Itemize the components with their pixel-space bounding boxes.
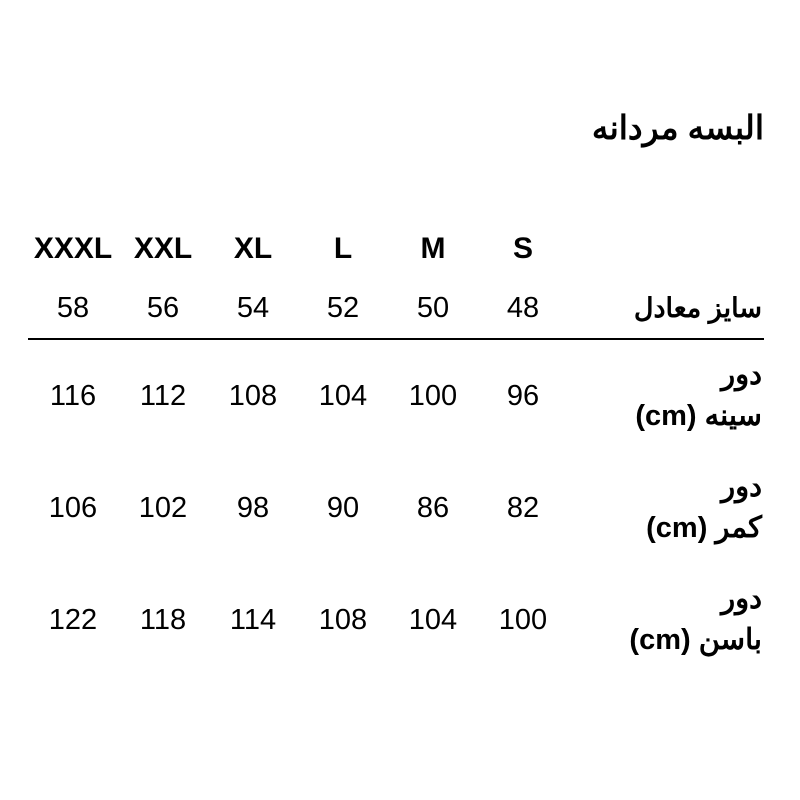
row-label-chest: [568, 340, 764, 452]
table-row-size-headers: [28, 214, 764, 278]
row-label-waist: [568, 452, 764, 564]
hip-l: 108: [318, 603, 368, 636]
hip-xl: 114: [229, 603, 277, 636]
size-header-s: S: [512, 232, 533, 265]
hip-xxxl: 122: [48, 603, 98, 636]
chest-m: 100: [408, 379, 458, 412]
hip-xxl: 118: [139, 603, 187, 636]
equiv-size-xxxl: 58: [56, 291, 90, 324]
table-row-waist: [28, 452, 764, 564]
waist-m: 86: [416, 491, 450, 524]
size-chart-table: [28, 214, 764, 676]
row-label-hip-line1: دور: [721, 582, 762, 615]
equiv-size-l: 52: [326, 291, 360, 324]
waist-xxl: 102: [138, 491, 188, 524]
chest-xl: 108: [228, 379, 278, 412]
chest-xxxl: 116: [49, 379, 97, 412]
size-header-l: L: [333, 232, 353, 265]
size-header-xxl: XXL: [133, 232, 193, 265]
row-label-chest-line2: سینه (cm): [635, 400, 762, 432]
chest-s: 96: [506, 379, 540, 412]
table-row-equivalent-size: [28, 278, 764, 339]
row-label-hip: [568, 564, 764, 676]
hip-s: 100: [498, 603, 548, 636]
row-label-waist-line1: دور: [721, 470, 762, 503]
waist-s: 82: [506, 491, 540, 524]
equiv-size-m: 50: [416, 291, 450, 324]
size-header-xxxl: XXXL: [33, 232, 113, 265]
table-row-chest: [28, 340, 764, 452]
equiv-size-s: 48: [506, 291, 540, 324]
size-header-empty-label: [568, 214, 764, 278]
row-label-waist-line2: کمر (cm): [646, 512, 762, 544]
waist-l: 90: [326, 491, 360, 524]
equiv-size-xxl: 56: [146, 291, 180, 324]
row-label-chest-line1: دور: [721, 358, 762, 391]
page-title: البسه مردانه: [591, 109, 764, 146]
table-row-hip: [28, 564, 764, 676]
hip-m: 104: [408, 603, 458, 636]
waist-xl: 98: [236, 491, 270, 524]
chest-xxl: 112: [139, 379, 187, 412]
size-header-m: M: [420, 232, 446, 265]
chest-l: 104: [318, 379, 368, 412]
row-label-equivalent-size: سایز معادل: [633, 292, 762, 323]
row-label-hip-line2: باسن (cm): [629, 624, 762, 656]
size-header-xl: XL: [233, 232, 273, 265]
waist-xxxl: 106: [48, 491, 98, 524]
equiv-size-xl: 54: [236, 291, 270, 324]
